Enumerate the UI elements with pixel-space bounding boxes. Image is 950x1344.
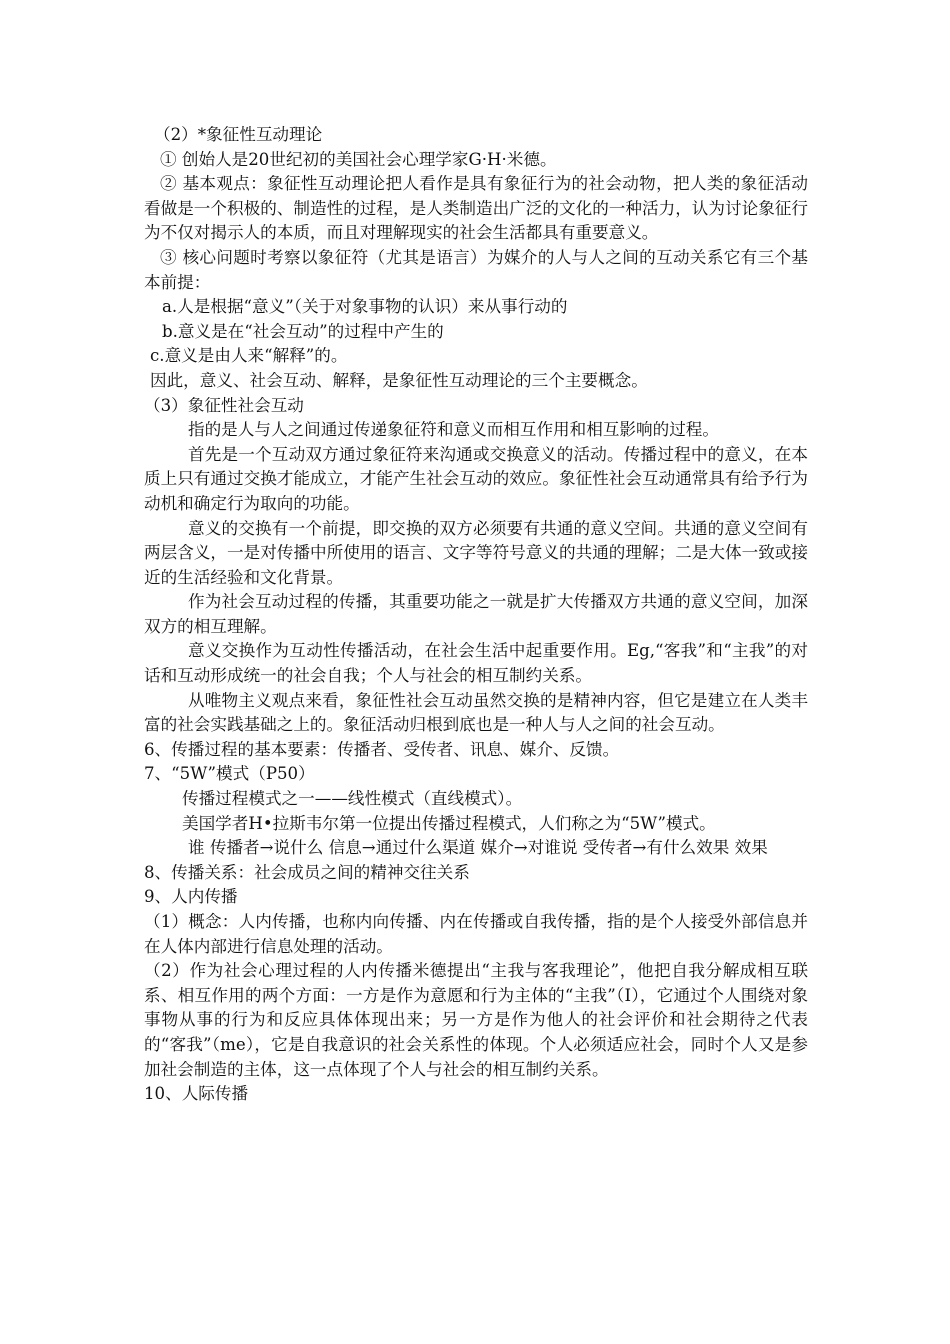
paragraph-i-and-me-theory: （2）作为社会心理过程的人内传播米德提出“主我与客我理论”，他把自我分解成相互联系、相互作用的两个方面：一方是作为意愿和行为主体的“主我”（I），它通过个人围绕对象事物从事的行为和反应具体体现出来；另一方是作为他人的社会评价和社会期待之代表的“客我”（me），它是自我意识的社会关系性的体现。个人必须适应社会，同时个人又是参加社会制造的主体，这一点体现了个人与社会的相互制约关系。	[144, 961, 808, 1079]
section-heading-basic-elements: 6、传播过程的基本要素：传播者、受传者、讯息、媒介、反馈。	[144, 739, 620, 759]
paragraph-5w-chain: 谁 传播者→说什么 信息→通过什么渠道 媒介→对谁说 受传者→有什么效果 效果	[188, 838, 768, 858]
premise-a: a.人是根据“意义”（关于对象事物的认识）来从事行动的	[162, 297, 568, 317]
document-body	[144, 123, 808, 1107]
paragraph-shared-meaning-space: 意义的交换有一个前提，即交换的双方必须要有共通的意义空间。共通的意义空间有两层含义，一是对传播中所使用的语言、文字等符号意义的共通的理解；二是大体一致或接近的生活经验和文化背景。	[144, 518, 808, 587]
section-heading-5w-model: 7、“5W”模式（P50）	[144, 764, 315, 784]
paragraph-function-of-communication: 作为社会互动过程的传播，其重要功能之一就是扩大传播双方共通的意义空间，加深双方的相互理解。	[144, 592, 808, 636]
paragraph-meaning-exchange-role: 意义交换作为互动性传播活动，在社会生活中起重要作用。Eg,“客我”和“主我”的对话和互动形成统一的社会自我；个人与社会的相互制约关系。	[144, 641, 808, 686]
paragraph-core-question: ③ 核心问题时考察以象征符（尤其是语言）为媒介的人与人之间的互动关系它有三个基本前提：	[144, 247, 808, 292]
paragraph-lasswell: 美国学者H•拉斯韦尔第一位提出传播过程模式，人们称之为“5W”模式。	[182, 813, 716, 833]
paragraph-exchange-of-meaning: 首先是一个互动双方通过象征符来沟通或交换意义的活动。传播过程中的意义，在本质上只有通过交换才能成立，才能产生社会互动的效应。象征性社会互动通常具有给予行为动机和确定行为取向的功能。	[144, 444, 808, 513]
section-heading-interpersonal-communication: 10、人际传播	[144, 1084, 249, 1104]
paragraph-founder: ① 创始人是20世纪初的美国社会心理学家G·H·米德。	[160, 149, 557, 169]
paragraph-three-concepts: 因此，意义、社会互动、解释，是象征性互动理论的三个主要概念。	[150, 370, 648, 390]
paragraph-materialist-view: 从唯物主义观点来看，象征性社会互动虽然交换的是精神内容，但它是建立在人类丰富的社会实践基础之上的。象征活动归根到底也是一种人与人之间的社会互动。	[144, 690, 808, 735]
section-heading-symbolic-interaction-theory: （2）*象征性互动理论	[154, 125, 323, 144]
section-heading-communication-relations: 8、传播关系：社会成员之间的精神交往关系	[144, 862, 470, 882]
premise-b: b.意义是在“社会互动”的过程中产生的	[162, 321, 444, 341]
paragraph-definition: 指的是人与人之间通过传递象征符和意义而相互作用和相互影响的过程。	[188, 420, 719, 440]
section-heading-intrapersonal-communication: 9、人内传播	[144, 887, 238, 907]
paragraph-basic-view: ② 基本观点：象征性互动理论把人看作是具有象征行为的社会动物，把人类的象征活动看做是一个积极的、制造性的过程，是人类制造出广泛的文化的一种活力，认为讨论象征行为不仅对揭示人的本质，而且对理解现实的社会生活都具有重要意义。	[144, 174, 808, 243]
section-heading-symbolic-social-interaction: （3）象征性社会互动	[144, 395, 304, 415]
paragraph-linear-model: 传播过程模式之一——线性模式（直线模式）。	[182, 789, 523, 809]
paragraph-intrapersonal-concept: （1）概念：人内传播，也称内向传播、内在传播或自我传播，指的是个人接受外部信息并在人体内部进行信息处理的活动。	[144, 912, 808, 956]
premise-c: c.意义是由人来“解释”的。	[150, 346, 348, 366]
